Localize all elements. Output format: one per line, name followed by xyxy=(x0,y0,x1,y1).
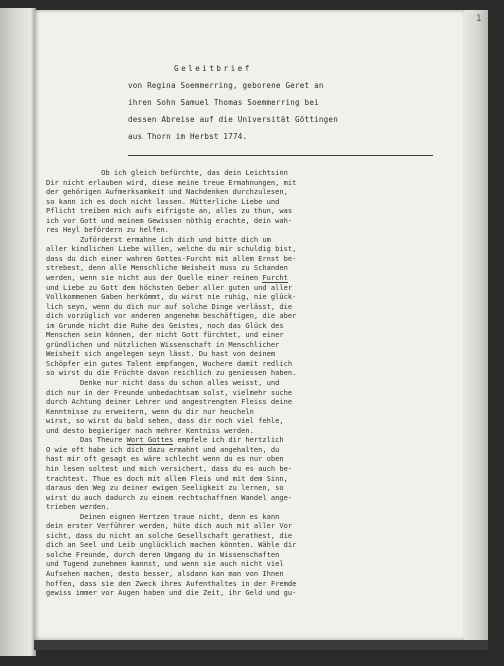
folio-number: 1 xyxy=(476,14,482,24)
text-line: so kann ich es doch nicht lassen. Mütterliche Liebe und xyxy=(46,196,280,206)
text-line: dich nur in der Freunde unbedachtsam solst, vielmehr suche xyxy=(46,387,293,397)
text-line: hin lesen soltest und mich versichert, dass du es auch be- xyxy=(46,463,293,473)
text-line: trieben werden. xyxy=(46,502,110,512)
header-line: aus Thorn im Herbst 1774. xyxy=(128,132,248,141)
text-line: hoffen, dass sie den Zweck ihres Aufenthaltes in der Fremde xyxy=(46,578,297,588)
text-line: trachtest. Thue es doch mit allem Fleis und mit dem Sinn, xyxy=(46,473,288,483)
text-line: Weisheit sich angelegen seyn lässt. Du hast von deinem xyxy=(46,349,276,359)
text-line: sicht, dass du nicht an solche Gesellschaft gerathest, die xyxy=(46,530,293,540)
text-line: Schöpfer ein gutes Talent empfangen, Wuchere damit redlich xyxy=(46,358,293,368)
text-line: durch Achtung deiner Lehrer und angestrengten Fleiss deine xyxy=(46,397,293,407)
header-rule xyxy=(128,155,433,156)
header-line: von Regina Soemmerring, geborene Geret an xyxy=(128,81,324,90)
text-line: Dir nicht erlauben wird, diese meine treue Ermahnungen, mit xyxy=(46,177,297,187)
text-line: Menschen sein können, der nicht Gott fürchtet, und einer xyxy=(46,330,284,340)
text-line: gewiss immer vor Augen haben und die Zeit, ihr Geld und gu- xyxy=(46,588,297,598)
text-line: res Heyl befördern zu helfen. xyxy=(46,225,170,235)
left-page-edge xyxy=(0,8,36,656)
text-line: O wie oft habe ich dich dazu ermahnt und angehalten, du xyxy=(46,444,280,454)
text-line: und Tugend zunehmen kannst, und wenn sie auch nicht viel xyxy=(46,559,284,569)
text-line: dein erster Verführer werden, hüte dich auch mit aller Vor xyxy=(46,521,293,531)
text-line: lich seyn, wenn du dich nur auf solche Dinge verlässt, die xyxy=(46,301,293,311)
text-line: Pflicht treiben mich aufs eifrigste an, alles zu thun, was xyxy=(46,206,293,216)
text-line: aller kindlichen Liebe willen, welche du mir schuldig bist, xyxy=(46,244,297,254)
text-line: und desto begieriger nach mehrer Kentniss werden. xyxy=(46,425,254,435)
text-line: wirst, so wirst du bald sehen, dass dir noch viel fehle, xyxy=(46,416,284,426)
text-line: ich vor Gott und meinem Gewissen nöthig erachte, dein wah- xyxy=(46,215,293,225)
text-line: gründlichen und nützlichen Wissenschaft in Menschlicher xyxy=(46,339,280,349)
text-line: und Liebe zu Gott dem höchsten Geber aller guten und aller xyxy=(46,282,293,292)
text-line: im Grunde nicht die Ruhe des Geistes, noch das Glück des xyxy=(46,320,284,330)
text-line: Aufsehen machen, desto besser, alsdann kan man von Ihnen xyxy=(46,568,284,578)
letter-header xyxy=(128,60,448,145)
text-line: dass du dich einer wahren Gottes-Furcht mit allem Ernst be- xyxy=(46,253,297,263)
text-line: Deinen eignen Hertzen traue nicht, denn es kann xyxy=(46,511,280,521)
text-line: Kenntnisse zu erweitern, wenn du dir nur heucheln xyxy=(46,406,254,416)
text-line: der gehörigen Aufmerksamkeit und Nachdenken durchzulesen, xyxy=(46,187,288,197)
page-bottom-shadow xyxy=(34,640,488,650)
text-line: wirst du auch dadurch zu einem rechtschaffnen Wandel ange- xyxy=(46,492,293,502)
header-line: ihren Sohn Samuel Thomas Soemmerring bei xyxy=(128,98,319,107)
text-line: Das Theure Wort Gottes empfele ich dir hertzlich xyxy=(46,435,284,445)
text-line: daraus den Weg zu deiner ewigen Seeligkeit zu lernen, so xyxy=(46,483,284,493)
text-line: Denke nur nicht dass du schon alles weisst, und xyxy=(46,378,280,388)
text-line: hast mir oft gesagt es wäre schlecht wenn du es nur oben xyxy=(46,454,284,464)
text-line: Ob ich gleich befürchte, das dein Leichtsinn xyxy=(46,168,288,177)
letter-title: Geleitbrief xyxy=(174,64,252,73)
text-line: werden, wenn sie nicht aus der Quelle einer reinen Furcht xyxy=(46,273,288,283)
text-line: dich vorzüglich vor anderen angenehm beschäftigen, die aber xyxy=(46,311,297,321)
header-line: dessen Abreise auf die Universität Göttingen xyxy=(128,115,338,124)
text-line: Vollkommenen Gaben herkömmt, du wirst nie ruhig, nie glück- xyxy=(46,292,297,302)
text-line: dich an Seel und Leib unglücklich machen könnten. Wähle dir xyxy=(46,540,297,550)
text-line: Zuförderst ermahne ich dich und bitte dich um xyxy=(46,234,271,244)
page-stack-edge xyxy=(464,10,488,640)
text-line: solche Freunde, durch deren Umgang du in Wissenschaften xyxy=(46,549,280,559)
text-line: strebest, denn alle Menschliche Weisheit muss zu Schanden xyxy=(46,263,288,273)
letter-body xyxy=(46,168,460,598)
text-line: so wirst du die Früchte davon reichlich zu geniessen haben. xyxy=(46,368,297,378)
